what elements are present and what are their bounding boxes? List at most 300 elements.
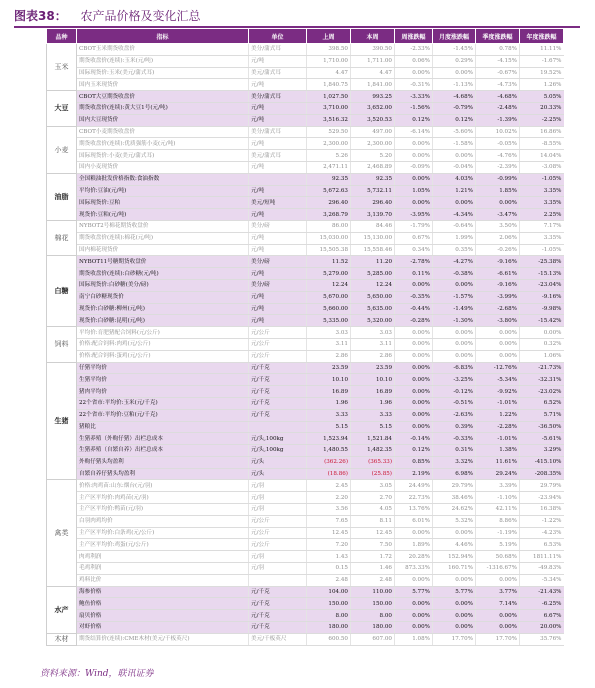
value-cell: 0.00% xyxy=(395,197,433,209)
value-cell: 4.47 xyxy=(307,67,351,79)
table-row xyxy=(47,409,564,421)
value-cell: 150.00 xyxy=(351,598,395,610)
value-cell: 0.00% xyxy=(395,338,433,350)
table-row xyxy=(47,397,564,409)
value-cell: 0.12% xyxy=(433,114,476,126)
value-cell: 529.50 xyxy=(307,126,351,138)
value-cell: 3.35% xyxy=(520,197,564,209)
indicator-cell: 国际现货价:白砂糖(美分/磅) xyxy=(77,279,249,291)
value-cell: 2.86 xyxy=(307,350,351,362)
value-cell: 1.21% xyxy=(433,185,476,197)
table-row xyxy=(47,504,564,516)
value-cell: 24.49% xyxy=(395,480,433,492)
value-cell: -4.68% xyxy=(476,91,520,103)
indicator-cell: 生猪平均价 xyxy=(77,374,249,386)
value-cell: 1,841.00 xyxy=(351,79,395,91)
value-cell: 3.50% xyxy=(476,220,520,232)
value-cell: 0.00% xyxy=(433,279,476,291)
table-row xyxy=(47,161,564,173)
value-cell: 180.00 xyxy=(307,622,351,634)
value-cell: 3,268.79 xyxy=(307,209,351,221)
value-cell: 1.08% xyxy=(395,633,433,645)
value-cell: -0.26% xyxy=(476,244,520,256)
value-cell: 607.00 xyxy=(351,633,395,645)
value-cell: 3.11 xyxy=(307,338,351,350)
value-cell: -3.47% xyxy=(476,209,520,221)
value-cell: 0.00% xyxy=(476,327,520,339)
unit-cell: 元/吨 xyxy=(249,303,307,315)
unit-cell: 元/头,100kg xyxy=(249,433,307,445)
value-cell: 0.00% xyxy=(395,374,433,386)
figure-caption: 农产品价格及变化汇总 xyxy=(80,9,201,23)
value-cell: 29.79% xyxy=(520,480,564,492)
value-cell: 16.38% xyxy=(520,504,564,516)
value-cell: -0.09% xyxy=(395,161,433,173)
unit-cell: 元/吨 xyxy=(249,114,307,126)
unit-cell: 元/羽 xyxy=(249,504,307,516)
category-cell: 大豆 xyxy=(47,91,77,126)
value-cell: 180.00 xyxy=(351,622,395,634)
value-cell: 2.45 xyxy=(307,480,351,492)
table-row xyxy=(47,315,564,327)
value-cell: 20.33% xyxy=(520,102,564,114)
value-cell: 3.35% xyxy=(520,232,564,244)
value-cell: -15.42% xyxy=(520,315,564,327)
value-cell: 110.00 xyxy=(351,586,395,598)
table-row xyxy=(47,527,564,539)
value-cell: 0.00% xyxy=(433,327,476,339)
value-cell: -1.45% xyxy=(433,44,476,56)
value-cell: (365.33) xyxy=(351,456,395,468)
value-cell: 600.50 xyxy=(307,633,351,645)
value-cell: 0.00% xyxy=(433,338,476,350)
value-cell: 11.20 xyxy=(351,256,395,268)
indicator-cell: 价格:配合饲料:蛋鸡(元/公斤) xyxy=(77,350,249,362)
indicator-cell: 期货收盘价(连续):棉花(元/吨) xyxy=(77,232,249,244)
value-cell: 5.77% xyxy=(433,586,476,598)
value-cell: 6.67% xyxy=(520,610,564,622)
value-cell: -5.60% xyxy=(433,126,476,138)
value-cell: 5.77% xyxy=(395,586,433,598)
table-row xyxy=(47,338,564,350)
value-cell: 0.39% xyxy=(433,421,476,433)
unit-cell: 元/羽 xyxy=(249,480,307,492)
table-row xyxy=(47,91,564,103)
table-row xyxy=(47,291,564,303)
value-cell: 0.00% xyxy=(520,327,564,339)
value-cell: 0.15 xyxy=(307,563,351,575)
indicator-cell: 生猪养殖（外购仔猪）出栏总成本 xyxy=(77,433,249,445)
indicator-cell: 猪肉平均价 xyxy=(77,386,249,398)
table-row xyxy=(47,480,564,492)
value-cell: 22.73% xyxy=(395,492,433,504)
value-cell: 1,027.50 xyxy=(307,91,351,103)
col-header: 周涨跌幅 xyxy=(395,29,433,44)
value-cell: 1.05% xyxy=(395,185,433,197)
value-cell: 0.31% xyxy=(433,445,476,457)
unit-cell: 元/千克 xyxy=(249,622,307,634)
value-cell: 0.00% xyxy=(395,279,433,291)
value-cell: -9.98% xyxy=(520,303,564,315)
value-cell: 7.65 xyxy=(307,515,351,527)
value-cell: -4.76% xyxy=(476,150,520,162)
value-cell: 3.11 xyxy=(351,338,395,350)
unit-cell: 元/羽 xyxy=(249,563,307,575)
table-row xyxy=(47,362,564,374)
category-cell: 玉米 xyxy=(47,44,77,91)
figure-title xyxy=(14,6,580,28)
indicator-cell: 主产区平均价:白条鸡(元/公斤) xyxy=(77,527,249,539)
unit-cell: 美元/蒲式耳 xyxy=(249,150,307,162)
value-cell: 2.19% xyxy=(395,468,433,480)
unit-cell: 元/头 xyxy=(249,468,307,480)
value-cell: 0.34% xyxy=(395,244,433,256)
unit-cell: 元/羽 xyxy=(249,492,307,504)
value-cell: -1.05% xyxy=(520,173,564,185)
value-cell: 17.70% xyxy=(476,633,520,645)
unit-cell: 元/公斤 xyxy=(249,338,307,350)
value-cell: -3.95% xyxy=(395,209,433,221)
value-cell: 12.24 xyxy=(351,279,395,291)
col-header: 本周 xyxy=(351,29,395,44)
value-cell: -1.79% xyxy=(395,220,433,232)
value-cell: 8.00 xyxy=(351,610,395,622)
value-cell: 2.20 xyxy=(307,492,351,504)
category-cell: 白糖 xyxy=(47,256,77,327)
value-cell: 11.52 xyxy=(307,256,351,268)
value-cell: -1.49% xyxy=(433,303,476,315)
table-row xyxy=(47,303,564,315)
unit-cell: 元/吨 xyxy=(249,291,307,303)
col-header: 月度涨跌幅 xyxy=(433,29,476,44)
indicator-cell: 国际现货价:小麦(美元/蒲式耳) xyxy=(77,150,249,162)
unit-cell: 元/吨 xyxy=(249,244,307,256)
value-cell: 0.00% xyxy=(433,610,476,622)
table-row xyxy=(47,563,564,575)
value-cell: 23.59 xyxy=(351,362,395,374)
value-cell: 0.00% xyxy=(395,610,433,622)
value-cell: 5,670.00 xyxy=(307,291,351,303)
value-cell: 10.10 xyxy=(307,374,351,386)
value-cell: 92.35 xyxy=(351,173,395,185)
unit-cell: 元/千克 xyxy=(249,374,307,386)
value-cell: 0.00% xyxy=(433,598,476,610)
unit-cell: 元/羽 xyxy=(249,551,307,563)
category-cell: 生猪 xyxy=(47,362,77,480)
value-cell: -23.04% xyxy=(520,279,564,291)
value-cell: 0.00% xyxy=(395,350,433,362)
value-cell: 2.70 xyxy=(351,492,395,504)
indicator-cell: 国内玉米现货价 xyxy=(77,79,249,91)
value-cell: 15,130.00 xyxy=(351,232,395,244)
value-cell: -0.31% xyxy=(395,79,433,91)
category-cell: 木材 xyxy=(47,633,77,645)
indicator-cell: 国际现货价:玉米(美元/蒲式耳) xyxy=(77,67,249,79)
indicator-cell: 外购仔猪头均盈利 xyxy=(77,456,249,468)
unit-cell: 元/吨 xyxy=(249,161,307,173)
value-cell: -6.14% xyxy=(395,126,433,138)
value-cell: -0.05% xyxy=(476,138,520,150)
value-cell: -1.01% xyxy=(476,433,520,445)
value-cell: 1.96 xyxy=(307,397,351,409)
value-cell: 16.89 xyxy=(351,386,395,398)
value-cell: 0.35% xyxy=(433,244,476,256)
value-cell: -2.68% xyxy=(476,303,520,315)
indicator-cell: 鸡料比价 xyxy=(77,574,249,586)
value-cell: -415.10% xyxy=(520,456,564,468)
indicator-cell: CBOT玉米期货收盘价 xyxy=(77,44,249,56)
table-row xyxy=(47,445,564,457)
value-cell: -1.30% xyxy=(433,315,476,327)
value-cell: -0.12% xyxy=(433,386,476,398)
value-cell: 1.72 xyxy=(351,551,395,563)
unit-cell: 元/吨 xyxy=(249,102,307,114)
indicator-cell: 生猪养殖（自繁自养）出栏总成本 xyxy=(77,445,249,457)
source-note: 资料来源：Wind，联讯证券 xyxy=(40,669,154,679)
table-row xyxy=(47,173,564,185)
table-row xyxy=(47,256,564,268)
table-row xyxy=(47,633,564,645)
category-cell: 饲料 xyxy=(47,327,77,362)
table-row xyxy=(47,386,564,398)
value-cell: -23.02% xyxy=(520,386,564,398)
unit-cell: 元/吨 xyxy=(249,209,307,221)
value-cell: 5.15 xyxy=(351,421,395,433)
value-cell: 5.19% xyxy=(476,539,520,551)
value-cell: 3.05 xyxy=(351,480,395,492)
value-cell: 7.50 xyxy=(351,539,395,551)
table-row xyxy=(47,456,564,468)
value-cell: 0.00% xyxy=(395,173,433,185)
value-cell: -5.34% xyxy=(476,374,520,386)
unit-cell: 元/吨 xyxy=(249,232,307,244)
value-cell: -32.31% xyxy=(520,374,564,386)
value-cell: 0.00% xyxy=(476,574,520,586)
value-cell: 873.33% xyxy=(395,563,433,575)
indicator-cell: 自繁自养仔猪头均盈利 xyxy=(77,468,249,480)
value-cell: -4.68% xyxy=(433,91,476,103)
value-cell: 2.06% xyxy=(476,232,520,244)
category-cell: 水产 xyxy=(47,586,77,633)
value-cell: -12.76% xyxy=(476,362,520,374)
value-cell: -9.92% xyxy=(476,386,520,398)
value-cell: 390.50 xyxy=(351,44,395,56)
indicator-cell: 期货收盘价(连续):优质强筋小麦(元/吨) xyxy=(77,138,249,150)
value-cell: 2,471.11 xyxy=(307,161,351,173)
figure-number: 图表38： xyxy=(14,9,67,23)
value-cell: 1.99% xyxy=(433,232,476,244)
value-cell: 0.12% xyxy=(395,445,433,457)
table-row xyxy=(47,374,564,386)
value-cell: -0.99% xyxy=(476,173,520,185)
unit-cell: 元/千克 xyxy=(249,409,307,421)
indicator-cell: 现货价:豆粕(元/吨) xyxy=(77,209,249,221)
value-cell: 152.94% xyxy=(433,551,476,563)
value-cell: 4.46% xyxy=(433,539,476,551)
table-row xyxy=(47,515,564,527)
table-row xyxy=(47,232,564,244)
value-cell: -3.33% xyxy=(395,91,433,103)
value-cell: 0.67% xyxy=(395,232,433,244)
col-header: 指标 xyxy=(77,29,249,44)
col-header: 上周 xyxy=(307,29,351,44)
indicator-cell: 平均价:豆油(元/吨) xyxy=(77,185,249,197)
category-cell: 棉花 xyxy=(47,220,77,255)
indicator-cell: 主产区平均价:鸡蛋(元/公斤) xyxy=(77,539,249,551)
value-cell: -1.57% xyxy=(433,291,476,303)
value-cell: 1,710.00 xyxy=(307,55,351,67)
unit-cell xyxy=(249,421,307,433)
value-cell: 5,672.63 xyxy=(307,185,351,197)
value-cell: 4.05 xyxy=(351,504,395,516)
unit-cell: 美元/短吨 xyxy=(249,197,307,209)
indicator-cell: 价格:配合饲料:肉鸡(元/公斤) xyxy=(77,338,249,350)
value-cell: 0.85% xyxy=(395,456,433,468)
unit-cell: 元/千克 xyxy=(249,610,307,622)
indicator-cell: 国内大豆现货价 xyxy=(77,114,249,126)
table-row xyxy=(47,79,564,91)
value-cell: 2,300.00 xyxy=(351,138,395,150)
value-cell: -2.48% xyxy=(476,102,520,114)
value-cell: 160.71% xyxy=(433,563,476,575)
value-cell: 12.24 xyxy=(307,279,351,291)
value-cell: 2,300.00 xyxy=(307,138,351,150)
indicator-cell: 国内棉花现货价 xyxy=(77,244,249,256)
value-cell: (18.86) xyxy=(307,468,351,480)
value-cell: -1.39% xyxy=(476,114,520,126)
value-cell: 1,480.55 xyxy=(307,445,351,457)
value-cell: -1.13% xyxy=(433,79,476,91)
value-cell: -4.15% xyxy=(476,55,520,67)
value-cell: -9.16% xyxy=(476,279,520,291)
value-cell: 5,635.00 xyxy=(351,303,395,315)
value-cell: -0.28% xyxy=(395,315,433,327)
indicator-cell: 期货结算价(连续):CME木材(美元/千板英尺) xyxy=(77,633,249,645)
table-row xyxy=(47,209,564,221)
value-cell: -0.67% xyxy=(476,67,520,79)
value-cell: 6.98% xyxy=(433,468,476,480)
value-cell: -4.23% xyxy=(520,527,564,539)
value-cell: 1.43 xyxy=(307,551,351,563)
value-cell: 0.00% xyxy=(395,421,433,433)
value-cell: 1,840.75 xyxy=(307,79,351,91)
indicator-cell: 期货收盘价(连续):黄大豆1号(元/吨) xyxy=(77,102,249,114)
value-cell: -21.43% xyxy=(520,586,564,598)
value-cell: 23.59 xyxy=(307,362,351,374)
value-cell: 1,521.84 xyxy=(351,433,395,445)
value-cell: 0.00% xyxy=(433,622,476,634)
col-header: 年度涨跌幅 xyxy=(520,29,564,44)
unit-cell: 元/公斤 xyxy=(249,327,307,339)
value-cell: 5,732.11 xyxy=(351,185,395,197)
table-row xyxy=(47,55,564,67)
value-cell: 5.26 xyxy=(307,150,351,162)
indicator-cell: 国内小麦现货价 xyxy=(77,161,249,173)
value-cell: 15,505.38 xyxy=(307,244,351,256)
table-row xyxy=(47,327,564,339)
value-cell: 0.06% xyxy=(395,55,433,67)
indicator-cell: 全国粮油批发价格指数:食油指数 xyxy=(77,173,249,185)
value-cell: 3.33 xyxy=(351,409,395,421)
value-cell: 11.61% xyxy=(476,456,520,468)
value-cell: 1,711.00 xyxy=(351,55,395,67)
value-cell: -1.01% xyxy=(476,397,520,409)
value-cell: 0.00% xyxy=(395,150,433,162)
table-row xyxy=(47,185,564,197)
indicator-cell: 猪粮比 xyxy=(77,421,249,433)
value-cell: 5,650.00 xyxy=(351,291,395,303)
value-cell: 84.46 xyxy=(351,220,395,232)
table-row xyxy=(47,150,564,162)
unit-cell xyxy=(249,574,307,586)
value-cell: 5.20 xyxy=(351,150,395,162)
table-row xyxy=(47,492,564,504)
value-cell: 3.32% xyxy=(433,456,476,468)
indicator-cell: NYBOT11号糖期货收盘价 xyxy=(77,256,249,268)
unit-cell: 元/公斤 xyxy=(249,539,307,551)
value-cell: 86.00 xyxy=(307,220,351,232)
value-cell: 3.39% xyxy=(476,480,520,492)
unit-cell: 美分/蒲式耳 xyxy=(249,91,307,103)
value-cell: -1.56% xyxy=(395,102,433,114)
value-cell: -49.83% xyxy=(520,563,564,575)
value-cell: 5,279.00 xyxy=(307,268,351,280)
value-cell: 2.48 xyxy=(307,574,351,586)
value-cell: -2.39% xyxy=(476,161,520,173)
indicator-cell: 现货价:白砂糖:柳州(元/吨) xyxy=(77,303,249,315)
value-cell: 3,710.00 xyxy=(307,102,351,114)
value-cell: 20.28% xyxy=(395,551,433,563)
value-cell: 1.38% xyxy=(476,445,520,457)
table-row xyxy=(47,114,564,126)
value-cell: 5.05% xyxy=(520,91,564,103)
value-cell: 0.00% xyxy=(395,67,433,79)
indicator-cell: 期货收盘价(连续):白砂糖(元/吨) xyxy=(77,268,249,280)
value-cell: 0.00% xyxy=(433,197,476,209)
value-cell: 7.14% xyxy=(476,598,520,610)
value-cell: -3.25% xyxy=(433,374,476,386)
value-cell: 0.00% xyxy=(395,622,433,634)
value-cell: 0.00% xyxy=(395,409,433,421)
col-header: 单位 xyxy=(249,29,307,44)
value-cell: 3,652.00 xyxy=(351,102,395,114)
indicator-cell: 价格:肉鸡苗:山东:烟台(元/羽) xyxy=(77,480,249,492)
value-cell: 1.85% xyxy=(476,185,520,197)
value-cell: 5,335.00 xyxy=(307,315,351,327)
unit-cell: 美分/磅 xyxy=(249,220,307,232)
value-cell: 0.00% xyxy=(433,527,476,539)
table-row xyxy=(47,102,564,114)
value-cell: 29.79% xyxy=(433,480,476,492)
value-cell: -0.38% xyxy=(433,268,476,280)
unit-cell: 元/吨 xyxy=(249,79,307,91)
value-cell: -208.35% xyxy=(520,468,564,480)
value-cell: -2.78% xyxy=(395,256,433,268)
value-cell: -4.34% xyxy=(433,209,476,221)
unit-cell: 元/千克 xyxy=(249,586,307,598)
value-cell: 497.00 xyxy=(351,126,395,138)
category-cell: 禽类 xyxy=(47,480,77,586)
unit-cell: 元/吨 xyxy=(249,268,307,280)
indicator-cell: NYBOT2号棉花期货收盘价 xyxy=(77,220,249,232)
value-cell: 0.00% xyxy=(395,386,433,398)
value-cell: 0.00% xyxy=(433,67,476,79)
value-cell: 1811.11% xyxy=(520,551,564,563)
value-cell: 4.03% xyxy=(433,173,476,185)
value-cell: -3.80% xyxy=(476,315,520,327)
value-cell: 3.56 xyxy=(307,504,351,516)
value-cell: -2.28% xyxy=(476,421,520,433)
